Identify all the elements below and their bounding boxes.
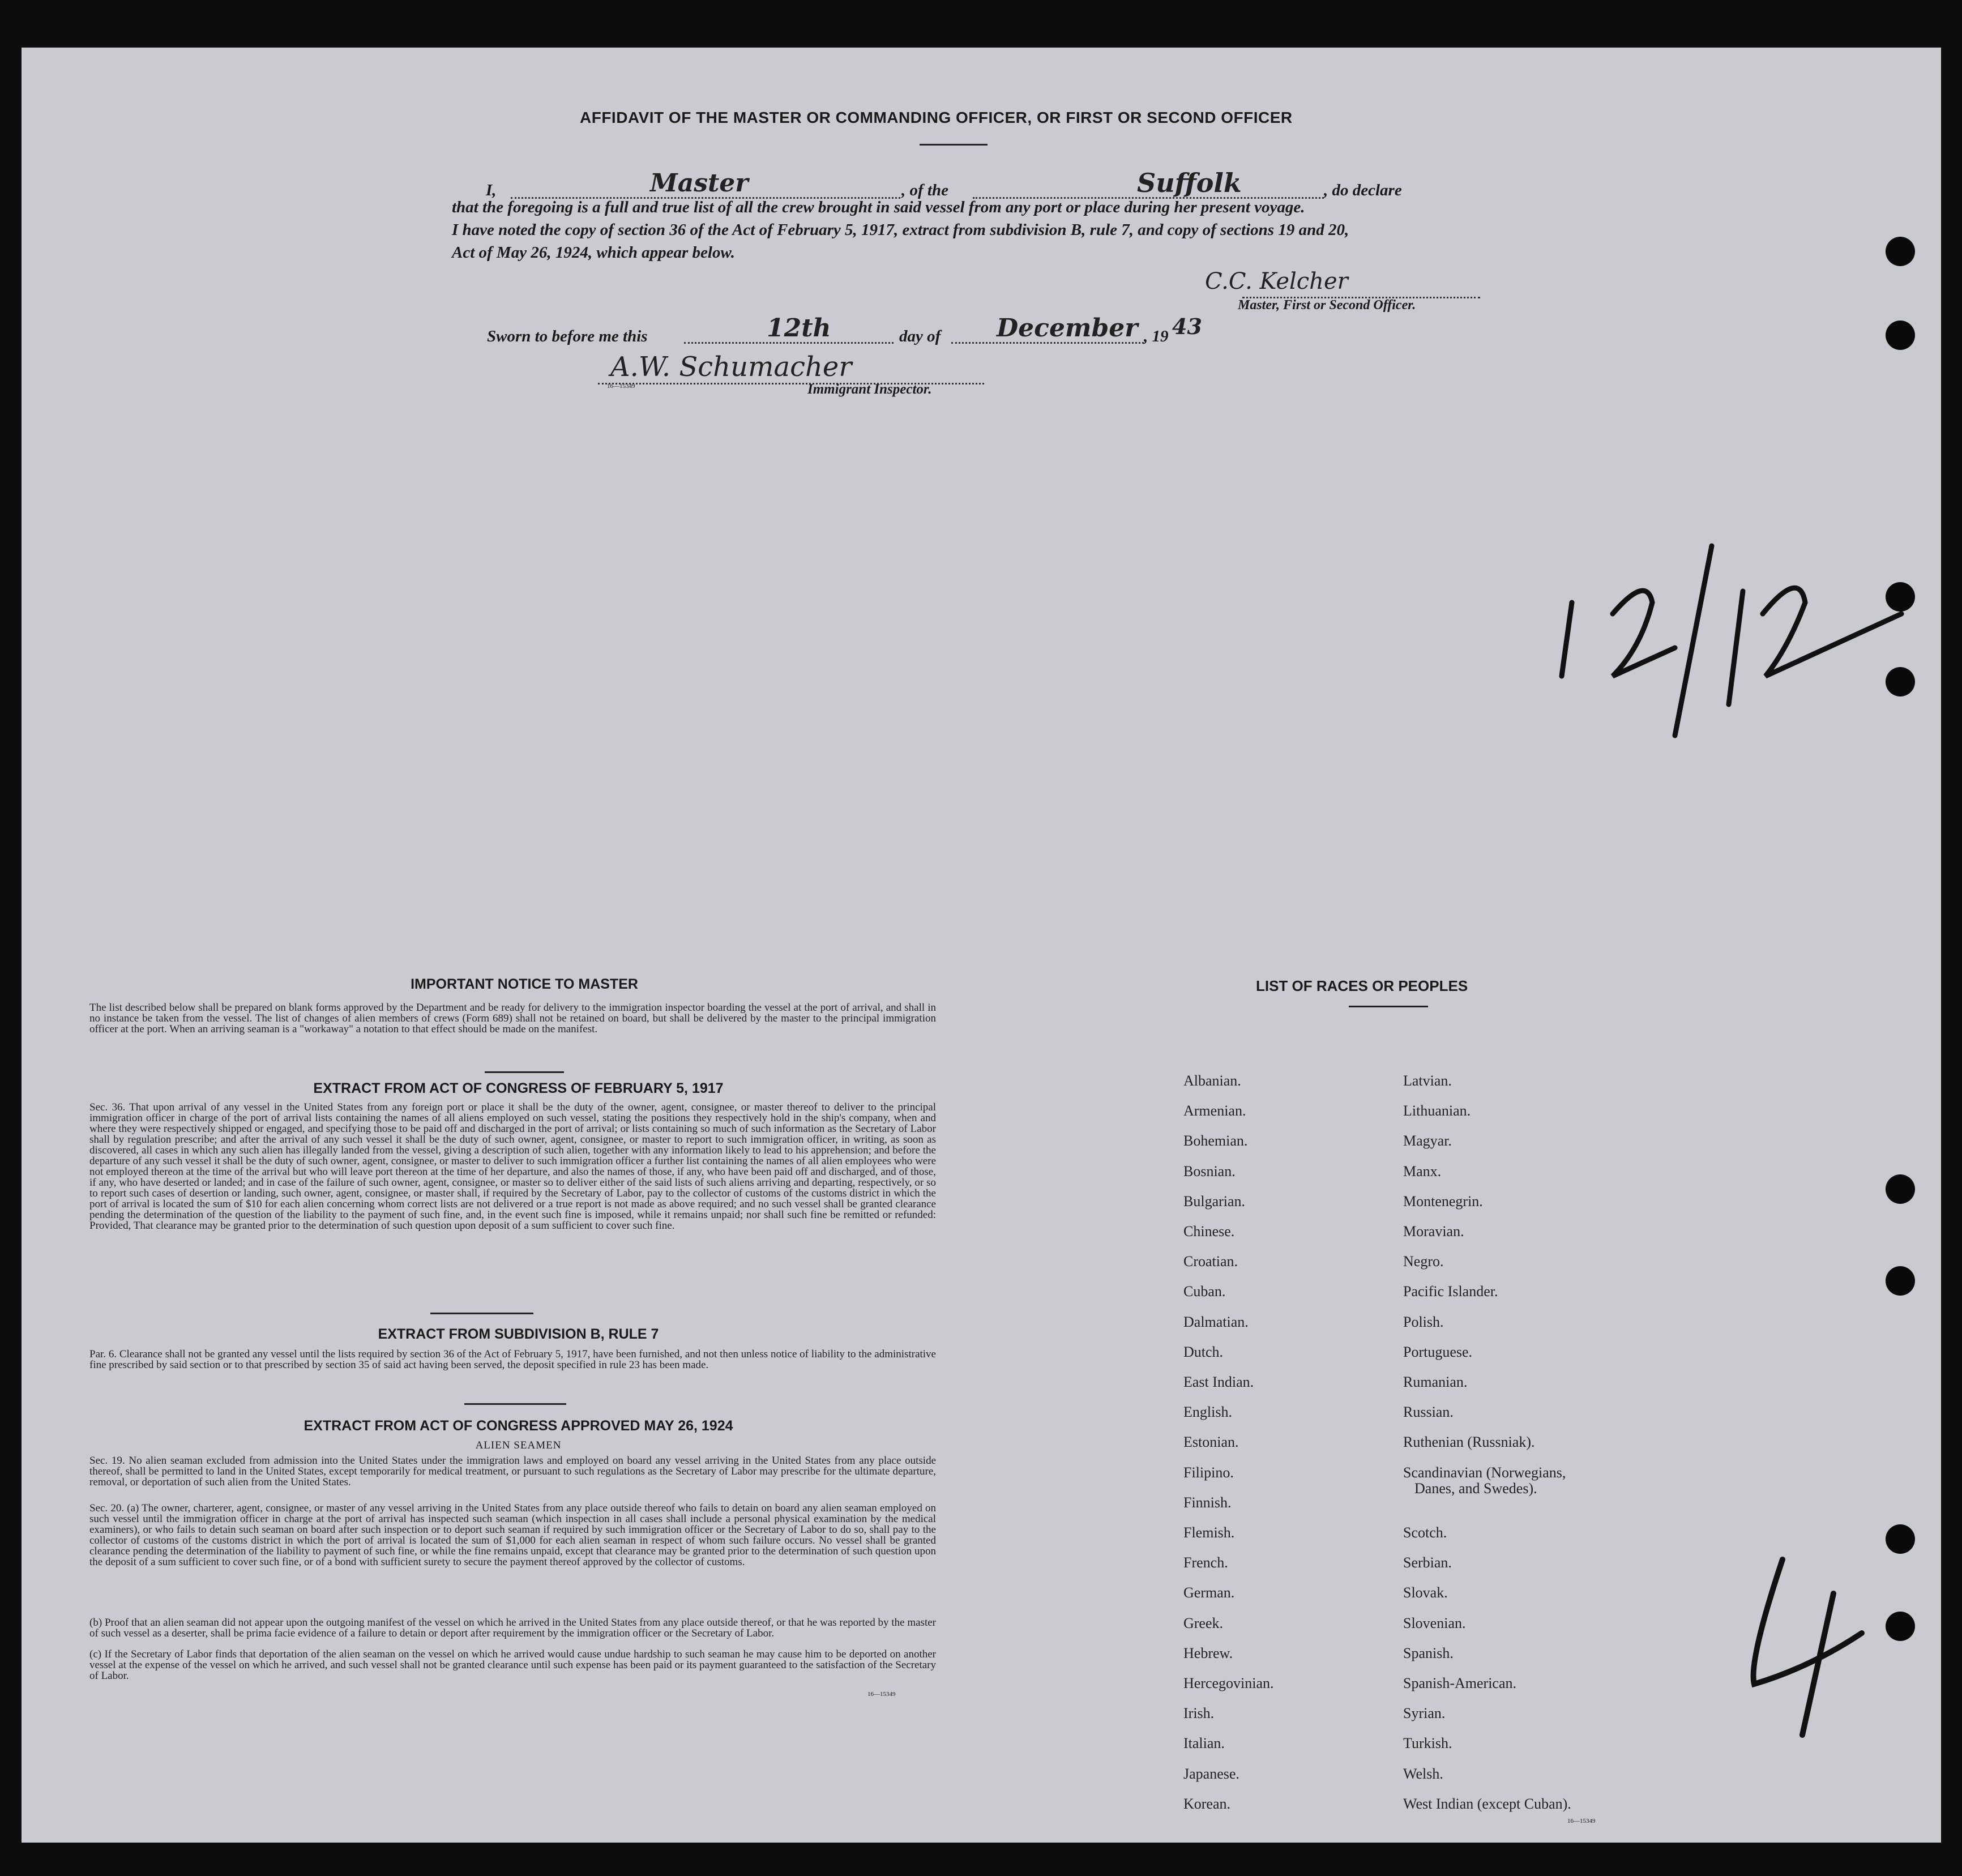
race-item: Japanese. (1183, 1766, 1239, 1782)
race-item: Russian. (1403, 1404, 1454, 1420)
race-item: Italian. (1183, 1735, 1225, 1751)
race-item: Magyar. (1403, 1133, 1452, 1149)
races-title: LIST OF RACES OR PEOPLES (1256, 977, 1468, 994)
race-item: Serbian. (1403, 1554, 1452, 1571)
race-item: East Indian. (1183, 1374, 1254, 1390)
race-item: Chinese. (1183, 1223, 1235, 1240)
year-field[interactable]: 43 (1172, 314, 1202, 339)
of-the-label: , of the (901, 181, 948, 199)
race-item: Danes, and Swedes). (1414, 1480, 1537, 1497)
race-item: Negro. (1403, 1253, 1444, 1270)
name-field[interactable]: Master (650, 169, 749, 198)
race-item: Finnish. (1183, 1494, 1232, 1511)
binder-hole (1886, 1266, 1915, 1296)
race-item: Bulgarian. (1183, 1193, 1246, 1210)
sec20c-text: (c) If the Secretary of Labor finds that deportation of the alien seaman on the vessel on which he arrived would cause undue hardship to such seaman he may cause him to be deported on another vessel at the expense of the vessel on which he arrived, and such vessel shall not be granted clearance until such expense has been paid or its payment guaranteed to the satisfaction of the Secretary of Labor. (89, 1648, 936, 1682)
race-item: Hercegovinian. (1183, 1675, 1274, 1691)
notice-text: The list described below shall be prepared on blank forms approved by the Department and be ready for delivery to the immigration inspector boarding the vessel at the port of arrival, and shall in no instance be taken from the vessel. The list of changes of alien members of crews (Form 689) shall not be retained on board, but shall be delivered by the master to the principal immigration officer at the port. When an arriving seaman is a "workaway" a notation to that effect should be made on the manifest. (89, 1002, 936, 1035)
do-declare-label: , do declare (1324, 181, 1402, 199)
sworn-line (487, 314, 1280, 348)
month-field[interactable]: December (997, 314, 1138, 343)
race-item: Polish. (1403, 1314, 1444, 1330)
race-item: Spanish. (1403, 1645, 1454, 1661)
day-field[interactable]: 12th (767, 314, 831, 343)
date-mark-strokes (1539, 535, 1924, 772)
race-item: Bohemian. (1183, 1133, 1248, 1149)
race-item: Pacific Islander. (1403, 1283, 1498, 1300)
master-caption: Master, First or Second Officer. (1238, 298, 1416, 313)
page-number-mark (1743, 1548, 1873, 1746)
affidavit-title: AFFIDAVIT OF THE MASTER OR COMMANDING OFFICER, OR FIRST OR SECOND OFFICER (580, 109, 1293, 126)
inspector-signature[interactable]: A.W. Schumacher (610, 351, 852, 383)
race-item: Welsh. (1403, 1766, 1443, 1782)
race-item: Rumanian. (1403, 1374, 1468, 1390)
race-item: Latvian. (1403, 1072, 1452, 1089)
extract-rule7-text: Par. 6. Clearance shall not be granted any vessel until the lists required by section 36 of the Act of February 5, 1917, have been furnished, and not then unless notice of liability to the administrative fine prescribed by said section or to that prescribed by section 35 of said act having been served, the deposit specified in rule 23 has been made. (89, 1348, 936, 1371)
declare-line-1 (486, 168, 1562, 200)
race-item: Estonian. (1183, 1434, 1239, 1450)
race-item: Greek. (1183, 1615, 1224, 1631)
race-item: Scandinavian (Norwegians, (1403, 1464, 1566, 1481)
inspector-caption: Immigrant Inspector. (807, 382, 932, 397)
race-item: Cuban. (1183, 1283, 1226, 1300)
race-item: Dalmatian. (1183, 1314, 1249, 1330)
rule-rule7 (430, 1313, 533, 1314)
binder-hole (1886, 1174, 1915, 1204)
day-of-label: day of (899, 327, 941, 345)
sec20a-text: Sec. 20. (a) The owner, charterer, agent, consignee, or master of any vessel arriving in the United States from any place outside thereof who fails to detain on board any alien seaman employed on such vessel until the immigration officer in charge at the port of arrival has inspected such seaman (which inspection in all cases shall include a personal physical examination by the medical examiners), or who fails to detain such seaman on board after such inspection or to deport such seaman if required by such immigration officer or the Secretary of Labor to do so, shall pay to the collector of customs of the customs district in which the port of arrival is located the sum of $1,000 for each alien seaman in respect of whom such failure occurs. No vessel shall be granted clearance pending the determination of the liability to payment of such fine, or while the fine remains unpaid, except that clearance may be granted prior to the determination of such question upon the deposit of a sum sufficient to cover such fine, or of a bond with sufficient surety to secure the payment thereof approved by the collector of customs. (89, 1502, 936, 1568)
race-item: Irish. (1183, 1705, 1215, 1721)
binder-hole (1886, 1524, 1915, 1554)
race-item: Croatian. (1183, 1253, 1238, 1270)
page-number-strokes (1743, 1548, 1873, 1746)
extract-form-number: 16—15349 (867, 1691, 896, 1698)
race-item: Syrian. (1403, 1705, 1446, 1721)
document-sheet (22, 48, 1941, 1843)
race-item: Spanish-American. (1403, 1675, 1517, 1691)
rule-1924 (464, 1403, 566, 1405)
race-item: West Indian (except Cuban). (1403, 1796, 1571, 1812)
extract-1917-title: EXTRACT FROM ACT OF CONGRESS OF FEBRUARY 5, 1917 (313, 1080, 724, 1096)
declare-line-3: I have noted the copy of section 36 of the Act of February 5, 1917, extract from subdivision B, rule 7, and copy of sections 19 and 20, (452, 221, 1349, 239)
race-item: Slovak. (1403, 1584, 1448, 1601)
race-item: Manx. (1403, 1163, 1442, 1180)
race-item: Portuguese. (1403, 1344, 1473, 1360)
binder-hole (1886, 237, 1915, 266)
extract-rule7-title: EXTRACT FROM SUBDIVISION B, RULE 7 (378, 1326, 659, 1342)
master-signature[interactable]: C.C. Kelcher (1205, 268, 1348, 294)
race-item: Korean. (1183, 1796, 1231, 1812)
race-item: German. (1183, 1584, 1235, 1601)
race-item: Albanian. (1183, 1072, 1241, 1089)
sworn-label: Sworn to before me this (487, 327, 648, 345)
races-rule (1349, 1006, 1428, 1007)
binder-hole (1886, 582, 1915, 612)
sec20b-text: (b) Proof that an alien seaman did not appear upon the outgoing manifest of the vessel on which he arrived in the United States from any place outside thereof, or that he was reported by the master of such vessel as a deserter, shall be prima facie evidence of a failure to detain or deport after requirement by the immigration officer or the Secretary of Labor. (89, 1617, 936, 1639)
race-item: Armenian. (1183, 1102, 1246, 1119)
race-item: Ruthenian (Russniak). (1403, 1434, 1535, 1450)
race-item: Bosnian. (1183, 1163, 1236, 1180)
race-item: Lithuanian. (1403, 1102, 1471, 1119)
date-mark (1539, 535, 1924, 772)
extract-1917-text: Sec. 36. That upon arrival of any vessel in the United States from any foreign port or place it shall be the duty of the owner, agent, consignee, or master thereof to deliver to the principal immigration officer in charge of the port of arrival lists containing the names of all aliens employed on such vessel, stating the positions they respectively hold in the ship's company, when and where they were respectively shipped or engaged, and specifying those to be paid off and discharged in the port of arrival; or lists containing so much of such information as the Secretary of Labor shall by regulation prescribe; and after the arrival of any such vessel it shall be the duty of such owner, agent, consignee, or master to report to such immigration officer, in writing, as soon as discovered, all cases in which any such alien has illegally landed from the vessel, giving a description of such alien, together with any information likely to lead to his apprehension; and before the departure of any such vessel it shall be the duty of such owner, agent, consignee, or master to deliver to such immigration officer a further list containing the names of all alien employees who were not employed thereon at the time of the arrival but who will leave port thereon at the time of her departure, and also the names of those, if any, who have been paid off and discharged, and of those, if any, who have deserted or landed; and in case of the failure of such owner, agent, consignee, or master so to deliver either of the said lists of such aliens arriving and departing, respectively, or so to report such cases of desertion or landing, such owner, agent, consignee, or master shall, if required by the Secretary of Labor, pay to the collector of customs of the customs district in which the port of arrival is located the sum of $10 for each alien concerning whom correct lists are not delivered or a true report is not made as above required; and no such vessel shall be granted clearance pending the determination of the question of the liability to the payment of such fine, and, in the event such fine is imposed, while it remains unpaid; nor shall such fine be remitted or refunded: Provided, That clearance may be granted prior to the determination of such question upon deposit of a sum sufficient to cover such fine. (89, 1101, 936, 1232)
vessel-field[interactable]: Suffolk (1137, 168, 1242, 198)
binder-hole (1886, 1612, 1915, 1641)
sec19-text: Sec. 19. No alien seaman excluded from admission into the United States under the immigration laws and employed on board any vessel arriving in the United States from any place outside thereof, shall be permitted to land in the United States, except temporarily for medical treatment, or pursuant to such regulations as the Secretary of Labor may prescribe for the ultimate departure, removal, or deportation of such alien from the United States. (89, 1455, 936, 1488)
race-item: Slovenian. (1403, 1615, 1466, 1631)
title-rule (920, 144, 988, 146)
race-item: Scotch. (1403, 1524, 1447, 1541)
i-label: I, (486, 181, 497, 199)
year-prefix: , 19 (1144, 327, 1169, 345)
race-item: Moravian. (1403, 1223, 1464, 1240)
race-item: Hebrew. (1183, 1645, 1233, 1661)
notice-title: IMPORTANT NOTICE TO MASTER (411, 976, 638, 992)
race-item: Flemish. (1183, 1524, 1235, 1541)
race-item: English. (1183, 1404, 1232, 1420)
races-form-number: 16—15349 (1567, 1818, 1596, 1824)
affidavit-form-number: 16—15349 (607, 383, 635, 390)
race-item: French. (1183, 1554, 1228, 1571)
race-item: Montenegrin. (1403, 1193, 1483, 1210)
race-item: Turkish. (1403, 1735, 1452, 1751)
binder-hole (1886, 667, 1915, 696)
extract-1924-subtitle: ALIEN SEAMEN (475, 1439, 562, 1451)
binder-hole (1886, 320, 1915, 350)
race-item: Dutch. (1183, 1344, 1224, 1360)
extract-1924-title: EXTRACT FROM ACT OF CONGRESS APPROVED MAY 26, 1924 (304, 1418, 733, 1434)
rule-1917 (485, 1071, 564, 1073)
declare-line-4: Act of May 26, 1924, which appear below. (452, 243, 735, 262)
declare-line-2: that the foregoing is a full and true list of all the crew brought in said vessel from any port or place during her present voyage. (452, 198, 1305, 216)
race-item: Filipino. (1183, 1464, 1234, 1481)
